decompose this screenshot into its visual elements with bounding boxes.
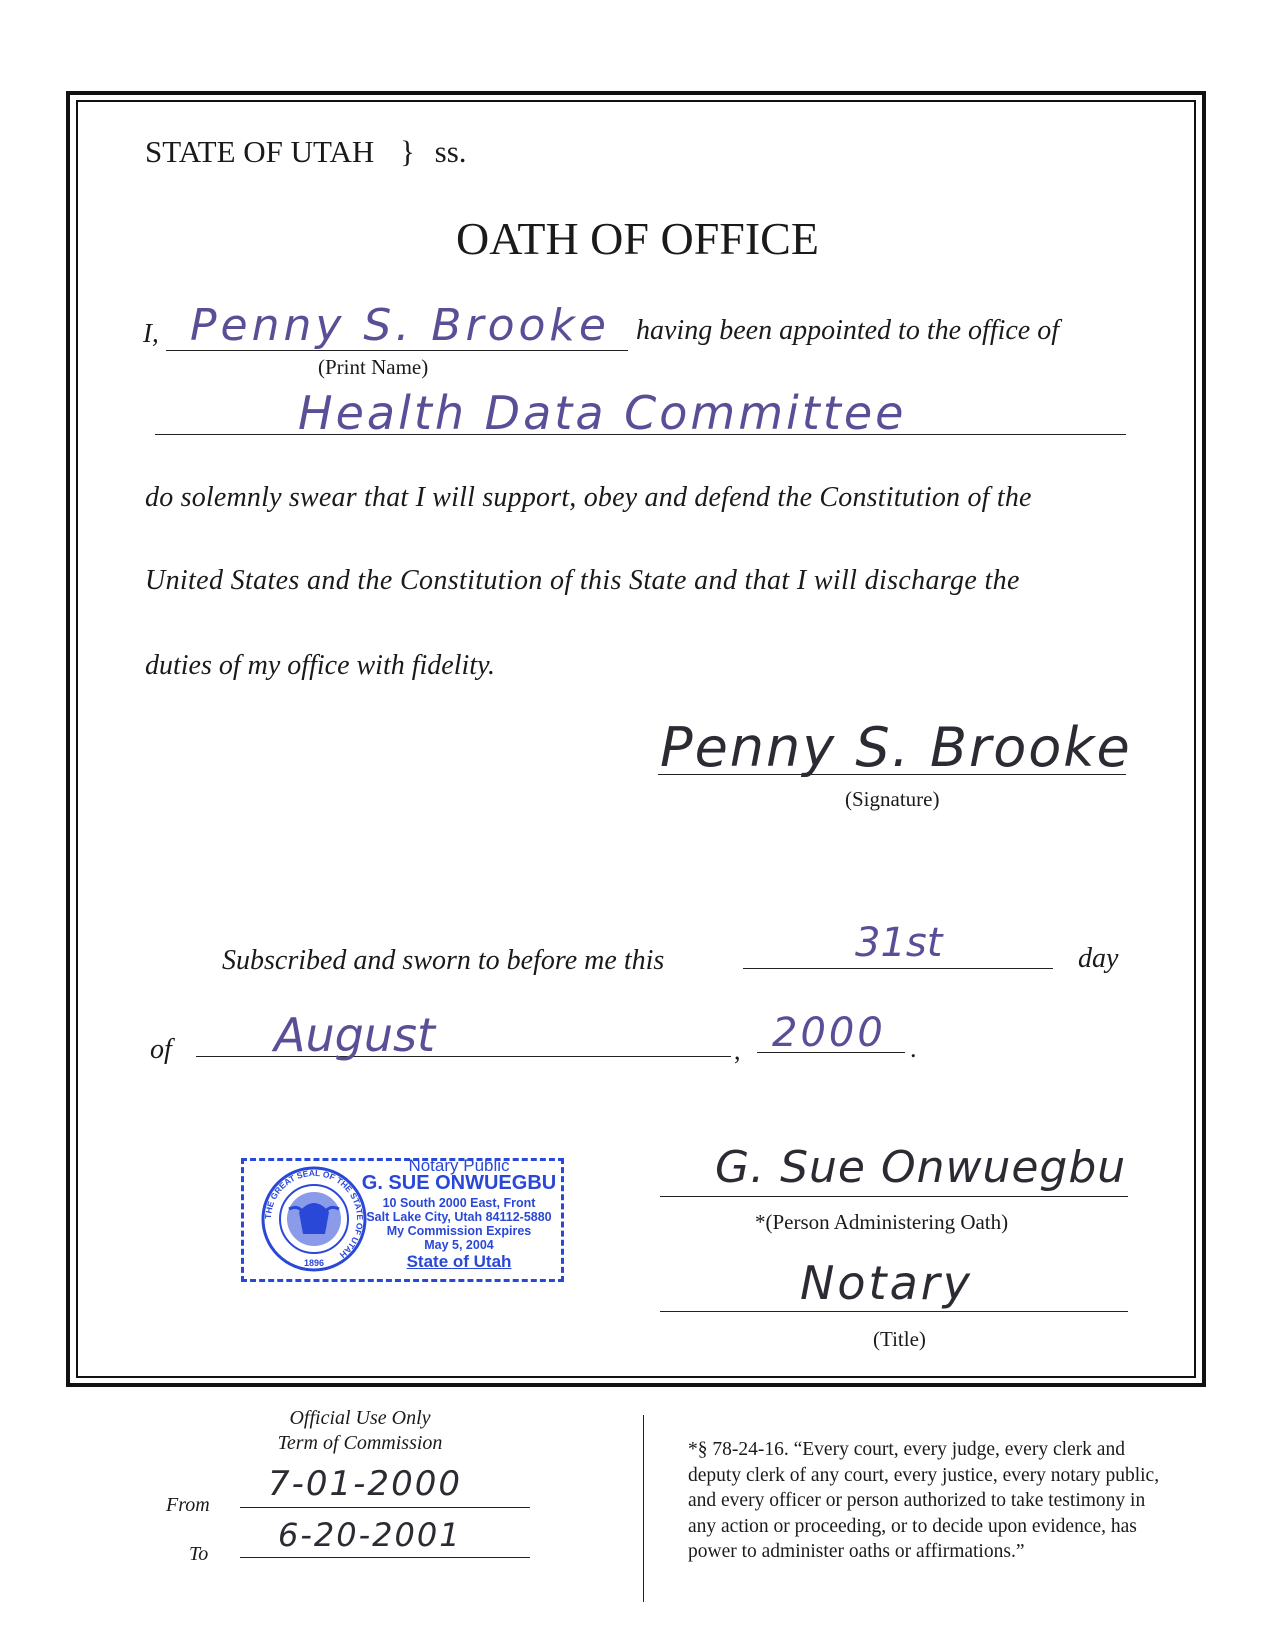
ss-label: ss.: [434, 134, 467, 169]
seal-year: 1896: [303, 1258, 325, 1268]
statute-line-3: and every officer or person authorized to take testimony in: [688, 1490, 1146, 1511]
from-label: From: [166, 1494, 210, 1516]
to-label: To: [189, 1543, 209, 1565]
office-handwritten: Health Data Committee: [298, 386, 907, 440]
i-label: I,: [143, 318, 159, 348]
title-line: [660, 1311, 1128, 1312]
footer-divider: [643, 1415, 644, 1602]
stamp-notary-public: Notary Public: [408, 1156, 510, 1175]
year-handwritten: 2000: [772, 1010, 886, 1056]
administrator-label: *(Person Administering Oath): [755, 1210, 1009, 1234]
stamp-notary-name: G. SUE ONWUEGBU: [361, 1172, 557, 1194]
stamp-state: State of Utah: [406, 1252, 512, 1271]
to-line: [240, 1557, 530, 1558]
stamp-expires-label: My Commission Expires: [386, 1224, 532, 1238]
title-label: (Title): [873, 1327, 926, 1351]
to-value: 6-20-2001: [278, 1516, 462, 1554]
statute-text: [688, 1437, 1208, 1565]
day-handwritten: 31st: [855, 920, 943, 966]
term-of-commission-heading: Term of Commission: [277, 1432, 443, 1454]
stamp-address-2: Salt Lake City, Utah 84112-5880: [366, 1210, 552, 1224]
oath-body-line-3: duties of my office with fidelity.: [145, 650, 495, 681]
page-title: OATH OF OFFICE: [456, 213, 819, 264]
seal-ring-text: THE GREAT SEAL OF THE STATE OF UTAH: [262, 1167, 366, 1261]
state-of-utah: [145, 134, 467, 170]
title-handwritten: Notary: [800, 1256, 973, 1310]
appointed-text: having been appointed to the office of: [636, 315, 1060, 346]
administrator-signature: G. Sue Onwuegbu: [715, 1142, 1127, 1193]
oath-body-line-2: United States and the Constitution of this State and that I will discharge the: [145, 565, 1020, 596]
month-handwritten: August: [274, 1008, 435, 1062]
from-value: 7-01-2000: [268, 1464, 462, 1504]
day-label: day: [1078, 943, 1119, 974]
subscribed-text: Subscribed and sworn to before me this: [222, 945, 665, 976]
oath-body-line-1: do solemnly swear that I will support, obey and defend the Constitution of the: [145, 482, 1032, 513]
statute-line-4: any action or proceeding, or to decide upon evidence, has: [688, 1515, 1137, 1537]
official-use-heading: Official Use Only: [289, 1407, 431, 1429]
notary-stamp: [241, 1158, 566, 1284]
statute-line-2: deputy clerk of any court, every justice, every notary public,: [688, 1464, 1160, 1486]
state-label: STATE OF UTAH: [145, 134, 375, 169]
print-name-label: (Print Name): [318, 355, 429, 379]
oath-taker-signature: Penny S. Brooke: [660, 716, 1132, 779]
day-line: [743, 968, 1053, 969]
name-handwritten: Penny S. Brooke: [190, 300, 610, 351]
brace: }: [400, 134, 415, 169]
date-comma: ,: [734, 1036, 741, 1065]
of-label: of: [150, 1034, 172, 1065]
signature-label: (Signature): [845, 787, 940, 811]
administrator-line: [660, 1196, 1128, 1197]
statute-line-1: *§ 78-24-16. “Every court, every judge, every clerk and: [688, 1439, 1125, 1460]
stamp-address-1: 10 South 2000 East, Front: [382, 1196, 536, 1210]
stamp-expires-date: May 5, 2004: [424, 1238, 494, 1252]
statute-line-5: power to administer oaths or affirmations.”: [688, 1541, 1025, 1562]
from-line: [240, 1507, 530, 1508]
date-period: .: [910, 1034, 917, 1063]
